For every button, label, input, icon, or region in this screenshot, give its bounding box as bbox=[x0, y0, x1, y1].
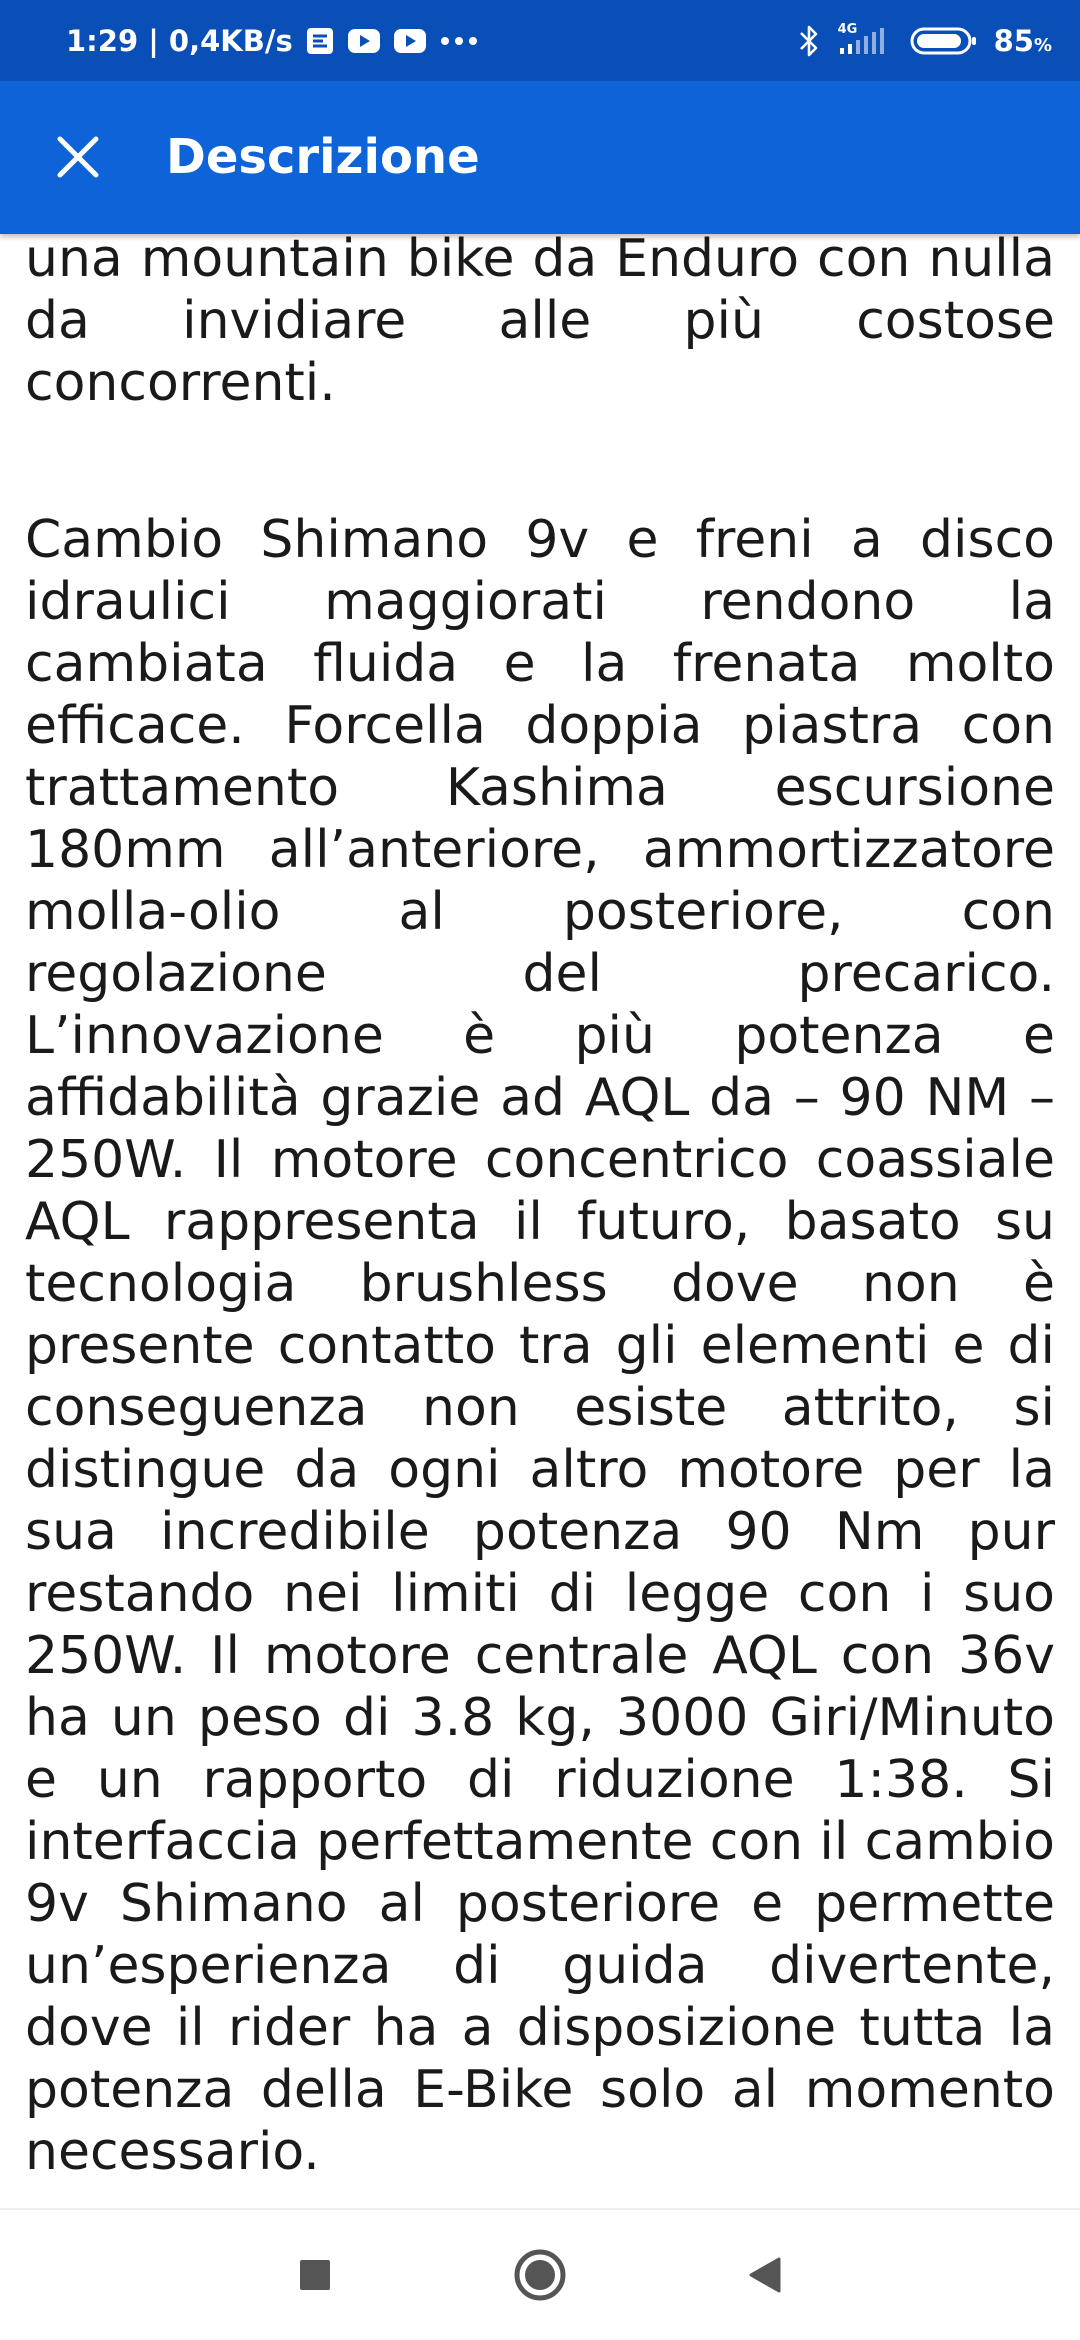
navigation-bar bbox=[0, 2210, 1080, 2340]
battery-percent: 85 bbox=[993, 23, 1034, 58]
youtube-icon bbox=[393, 28, 427, 54]
paragraph-spacer bbox=[25, 414, 1055, 509]
back-triangle-icon bbox=[745, 2255, 785, 2295]
battery-icon bbox=[910, 26, 978, 56]
bluetooth-icon bbox=[798, 24, 820, 58]
description-paragraph: Cambio Shimano 9v e freni a disco idraulici maggiorati rendono la cambiata fluida e la frenata molto efficace. Forcella doppia piastra con trattamento Kashima escursione 180mm all’anteriore, ammortizzatore molla-olio al posteriore, con regolazione del precarico. L’innovazione è più potenza e affidabilità grazie ad AQL da – 90 NM – 250W. Il motore concentrico coassiale AQL rappresenta il futuro, basato su tecnologia brushless dove non è presente contatto tra gli elementi e di conseguenza non esiste attrito, si distingue da ogni altro motore per la sua incredibile potenza 90 Nm pur restando nei limiti di legge con i suo 250W. Il motore centrale AQL con 36v ha un peso di 3.8 kg, 3000 Giri/Minuto e un rapporto di riduzione 1:38. Si interfaccia perfettamente con il cambio 9v Shimano al posteriore e permette un’esperienza di guida divertente, dove il rider ha a disposizione tutta la potenza della E-Bike solo al momento necessario. bbox=[25, 510, 1055, 2182]
network-type-label: 4G bbox=[837, 21, 858, 37]
status-right bbox=[798, 0, 1052, 81]
back-button[interactable] bbox=[730, 2240, 800, 2310]
description-content[interactable] bbox=[25, 234, 1055, 2204]
home-button[interactable] bbox=[505, 2240, 575, 2310]
status-time-speed: 1:29 | 0,4KB/s bbox=[66, 23, 293, 58]
battery-unit: % bbox=[1033, 34, 1052, 56]
home-circle-icon bbox=[512, 2247, 568, 2303]
close-icon bbox=[56, 135, 100, 179]
recents-button[interactable] bbox=[280, 2240, 350, 2310]
recents-square-icon bbox=[298, 2258, 332, 2292]
description-paragraph: una mountain bike da Enduro con nulla da invidiare alle più costose concorrenti. bbox=[25, 234, 1055, 413]
signal-icon bbox=[836, 21, 894, 56]
battery-level bbox=[994, 24, 1052, 58]
status-left bbox=[66, 0, 479, 81]
status-bar bbox=[0, 0, 1080, 81]
close-button[interactable] bbox=[40, 119, 116, 195]
youtube-icon bbox=[347, 28, 381, 54]
page-title: Descrizione bbox=[166, 129, 480, 185]
more-dots-icon bbox=[439, 36, 479, 46]
pocket-icon bbox=[305, 26, 335, 56]
app-bar bbox=[0, 81, 1080, 234]
